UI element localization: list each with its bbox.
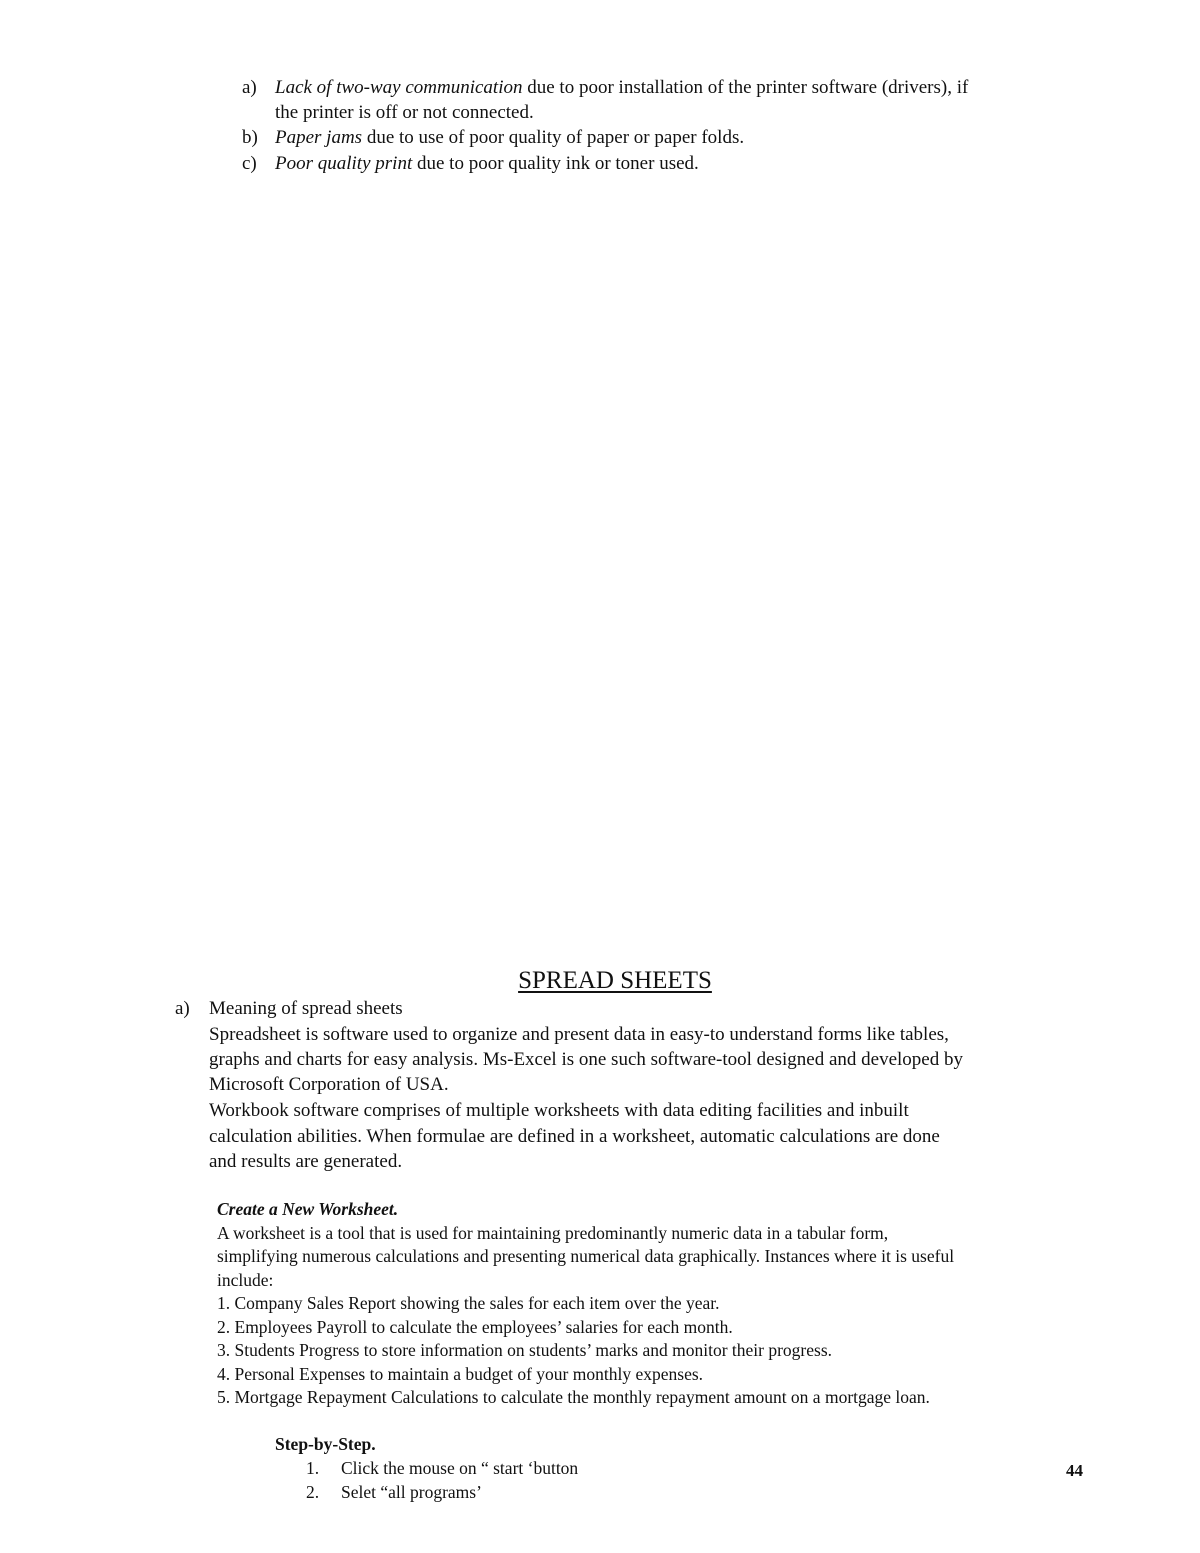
paragraph-line: simplifying numerous calculations and presenting numerical data graphically. Instances where it is useful (217, 1246, 955, 1266)
page-number: 44 (1066, 1461, 1083, 1480)
paragraph-line: A worksheet is a tool that is used for maintaining predominantly numeric data in a tabular form, (217, 1223, 889, 1243)
list-item-text: due to poor quality ink or toner used. (412, 153, 699, 174)
list-item-text: due to use of poor quality of paper or paper folds. (362, 127, 745, 148)
paragraph-line: Spreadsheet is software used to organize and present data in easy-to understand forms like tables, (209, 1024, 949, 1045)
list-item-line (275, 125, 744, 151)
paragraph-line: calculation abilities. When formulae are defined in a worksheet, automatic calculations are done (209, 1126, 940, 1147)
list-item-term: Paper jams (275, 127, 363, 148)
list-item: 5. Mortgage Repayment Calculations to calculate the monthly repayment amount on a mortgage loan. (217, 1387, 930, 1407)
list-item-term: Lack of two-way communication (275, 77, 523, 98)
list-marker: c) (242, 153, 257, 174)
list-item-line (275, 151, 699, 177)
step-number: 1. (306, 1458, 320, 1478)
list-item: 2. Employees Payroll to calculate the employees’ salaries for each month. (217, 1317, 733, 1337)
list-marker: a) (242, 77, 257, 98)
list-item: 3. Students Progress to store information on students’ marks and monitor their progress. (217, 1340, 833, 1360)
list-marker: b) (242, 127, 258, 148)
section-item-heading: Meaning of spread sheets (209, 998, 403, 1019)
paragraph-line: graphs and charts for easy analysis. Ms-Excel is one such software-tool designed and developed by (209, 1049, 963, 1070)
step-text: Selet “all programs’ (341, 1482, 482, 1502)
list-item-text: due to poor installation of the printer software (drivers), if (522, 77, 969, 98)
list-item-term: Poor quality print (275, 153, 413, 174)
list-item-line (275, 75, 968, 101)
list-item-continuation: the printer is off or not connected. (275, 102, 534, 123)
paragraph-line: Workbook software comprises of multiple worksheets with data editing facilities and inbuilt (209, 1100, 909, 1121)
paragraph-line: and results are generated. (209, 1151, 403, 1172)
section-item-marker: a) (175, 998, 190, 1019)
paragraph-line: Microsoft Corporation of USA. (209, 1074, 449, 1095)
worksheet-heading: Create a New Worksheet. (217, 1199, 399, 1219)
steps-heading: Step-by-Step. (275, 1434, 376, 1454)
paragraph-line: include: (217, 1270, 274, 1290)
step-number: 2. (306, 1482, 320, 1502)
step-text: Click the mouse on “ start ‘button (341, 1458, 579, 1478)
list-item: 4. Personal Expenses to maintain a budget of your monthly expenses. (217, 1364, 704, 1384)
list-item: 1. Company Sales Report showing the sales for each item over the year. (217, 1293, 720, 1313)
section-title: SPREAD SHEETS (518, 967, 712, 994)
